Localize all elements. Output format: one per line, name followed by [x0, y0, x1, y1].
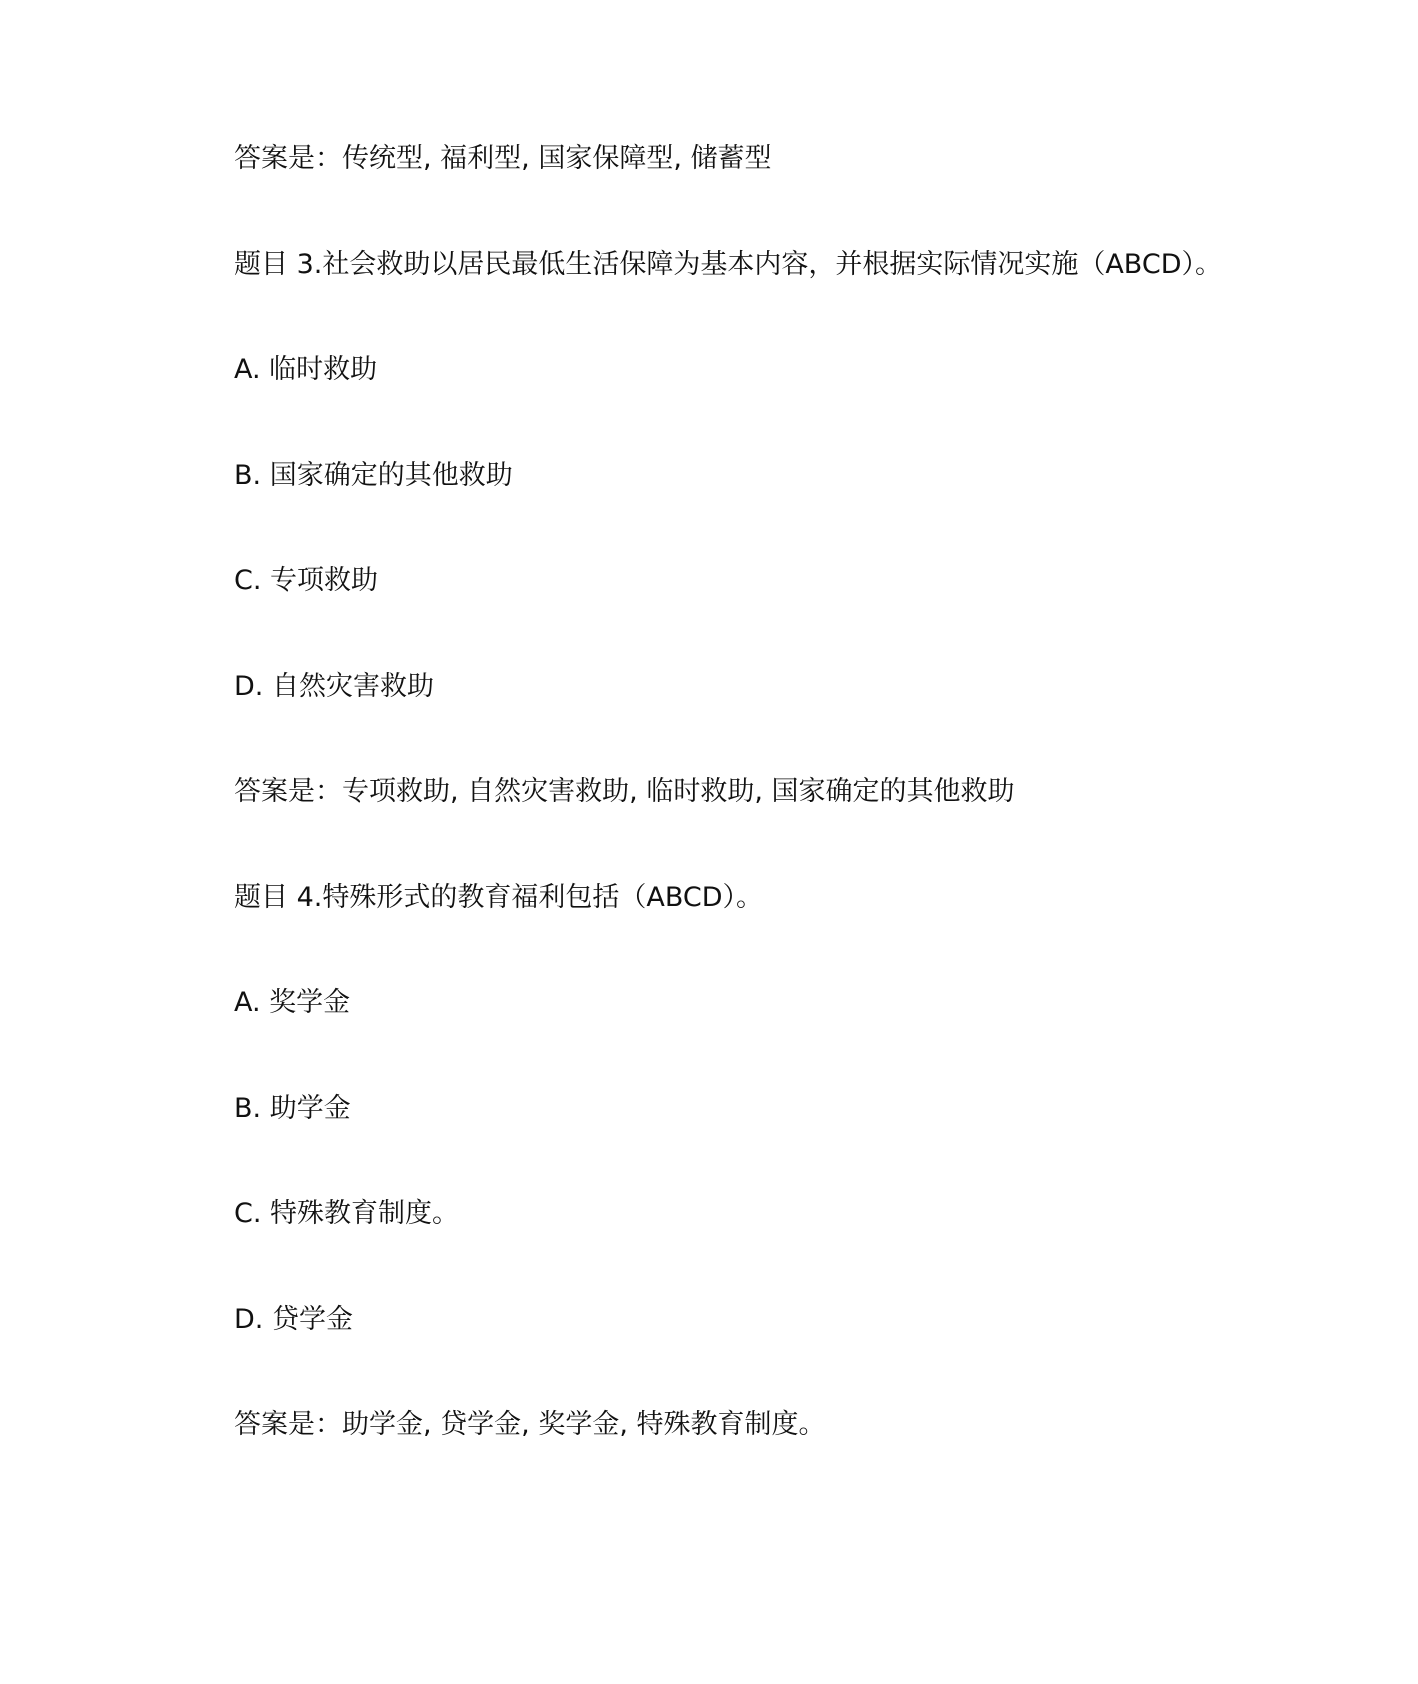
q3-option-d: D. 自然灾害救助 [234, 671, 434, 702]
q4-option-d: D. 贷学金 [234, 1304, 353, 1335]
q4-option-a: A. 奖学金 [234, 987, 351, 1018]
q3-option-b: B. 国家确定的其他救助 [234, 460, 513, 491]
q3-option-a: A. 临时救助 [234, 354, 378, 385]
q4-option-c: C. 特殊教育制度。 [234, 1198, 460, 1229]
question-3-text: 题目 3.社会救助以居民最低生活保障为基本内容，并根据实际情况实施（ABCD）。 [234, 249, 1223, 280]
question-4-text: 题目 4.特殊形式的教育福利包括（ABCD）。 [234, 882, 764, 913]
q3-option-c: C. 专项救助 [234, 565, 379, 596]
answer-line-q4: 答案是：助学金, 贷学金, 奖学金, 特殊教育制度。 [234, 1409, 826, 1440]
q4-option-b: B. 助学金 [234, 1093, 351, 1124]
answer-line-q2: 答案是：传统型, 福利型, 国家保障型, 储蓄型 [234, 143, 772, 174]
answer-line-q3: 答案是：专项救助, 自然灾害救助, 临时救助, 国家确定的其他救助 [234, 776, 1015, 807]
